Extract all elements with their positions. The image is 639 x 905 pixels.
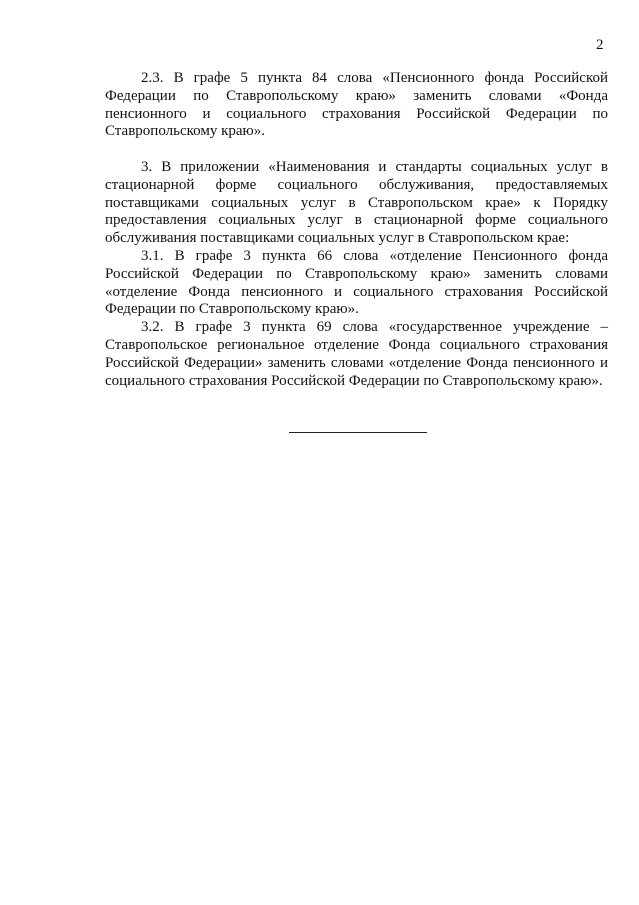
page-number: 2 [596, 37, 604, 53]
paragraph-3: 3. В приложении «Наименования и стандарты социальных услуг в стационарной форме социального обслуживания, предоставляемых поставщиками социальных услуг в Ставропольском крае» к Порядку предоставления социальных услуг в стационарной форме социального обслуживания поставщиками социальных услуг в Ставропольском крае: [105, 158, 608, 247]
end-separator-line [289, 432, 427, 433]
paragraph-gap [105, 141, 608, 159]
paragraph-2-3: 2.3. В графе 5 пункта 84 слова «Пенсионного фонда Российской Федерации по Ставропольскому краю» заменить словами «Фонда пенсионного и социального страхования Российской Федерации по Ставропольскому краю». [105, 70, 608, 140]
paragraph-3-2: 3.2. В графе 3 пункта 69 слова «государственное учреждение – Ставропольское региональное отделение Фонда социального страхования Российской Федерации» заменить словами «отделение Фонда пенсионного и социального страхования Российской Федерации по Ставропольскому краю». [105, 319, 608, 389]
paragraph-3-1: 3.1. В графе 3 пункта 66 слова «отделение Пенсионного фонда Российской Федерации по Ставропольскому краю» заменить словами «отделение Фонда пенсионного и социального страхования Российской Федерации по Ставропольскому краю». [105, 247, 608, 318]
document-body [105, 70, 608, 390]
